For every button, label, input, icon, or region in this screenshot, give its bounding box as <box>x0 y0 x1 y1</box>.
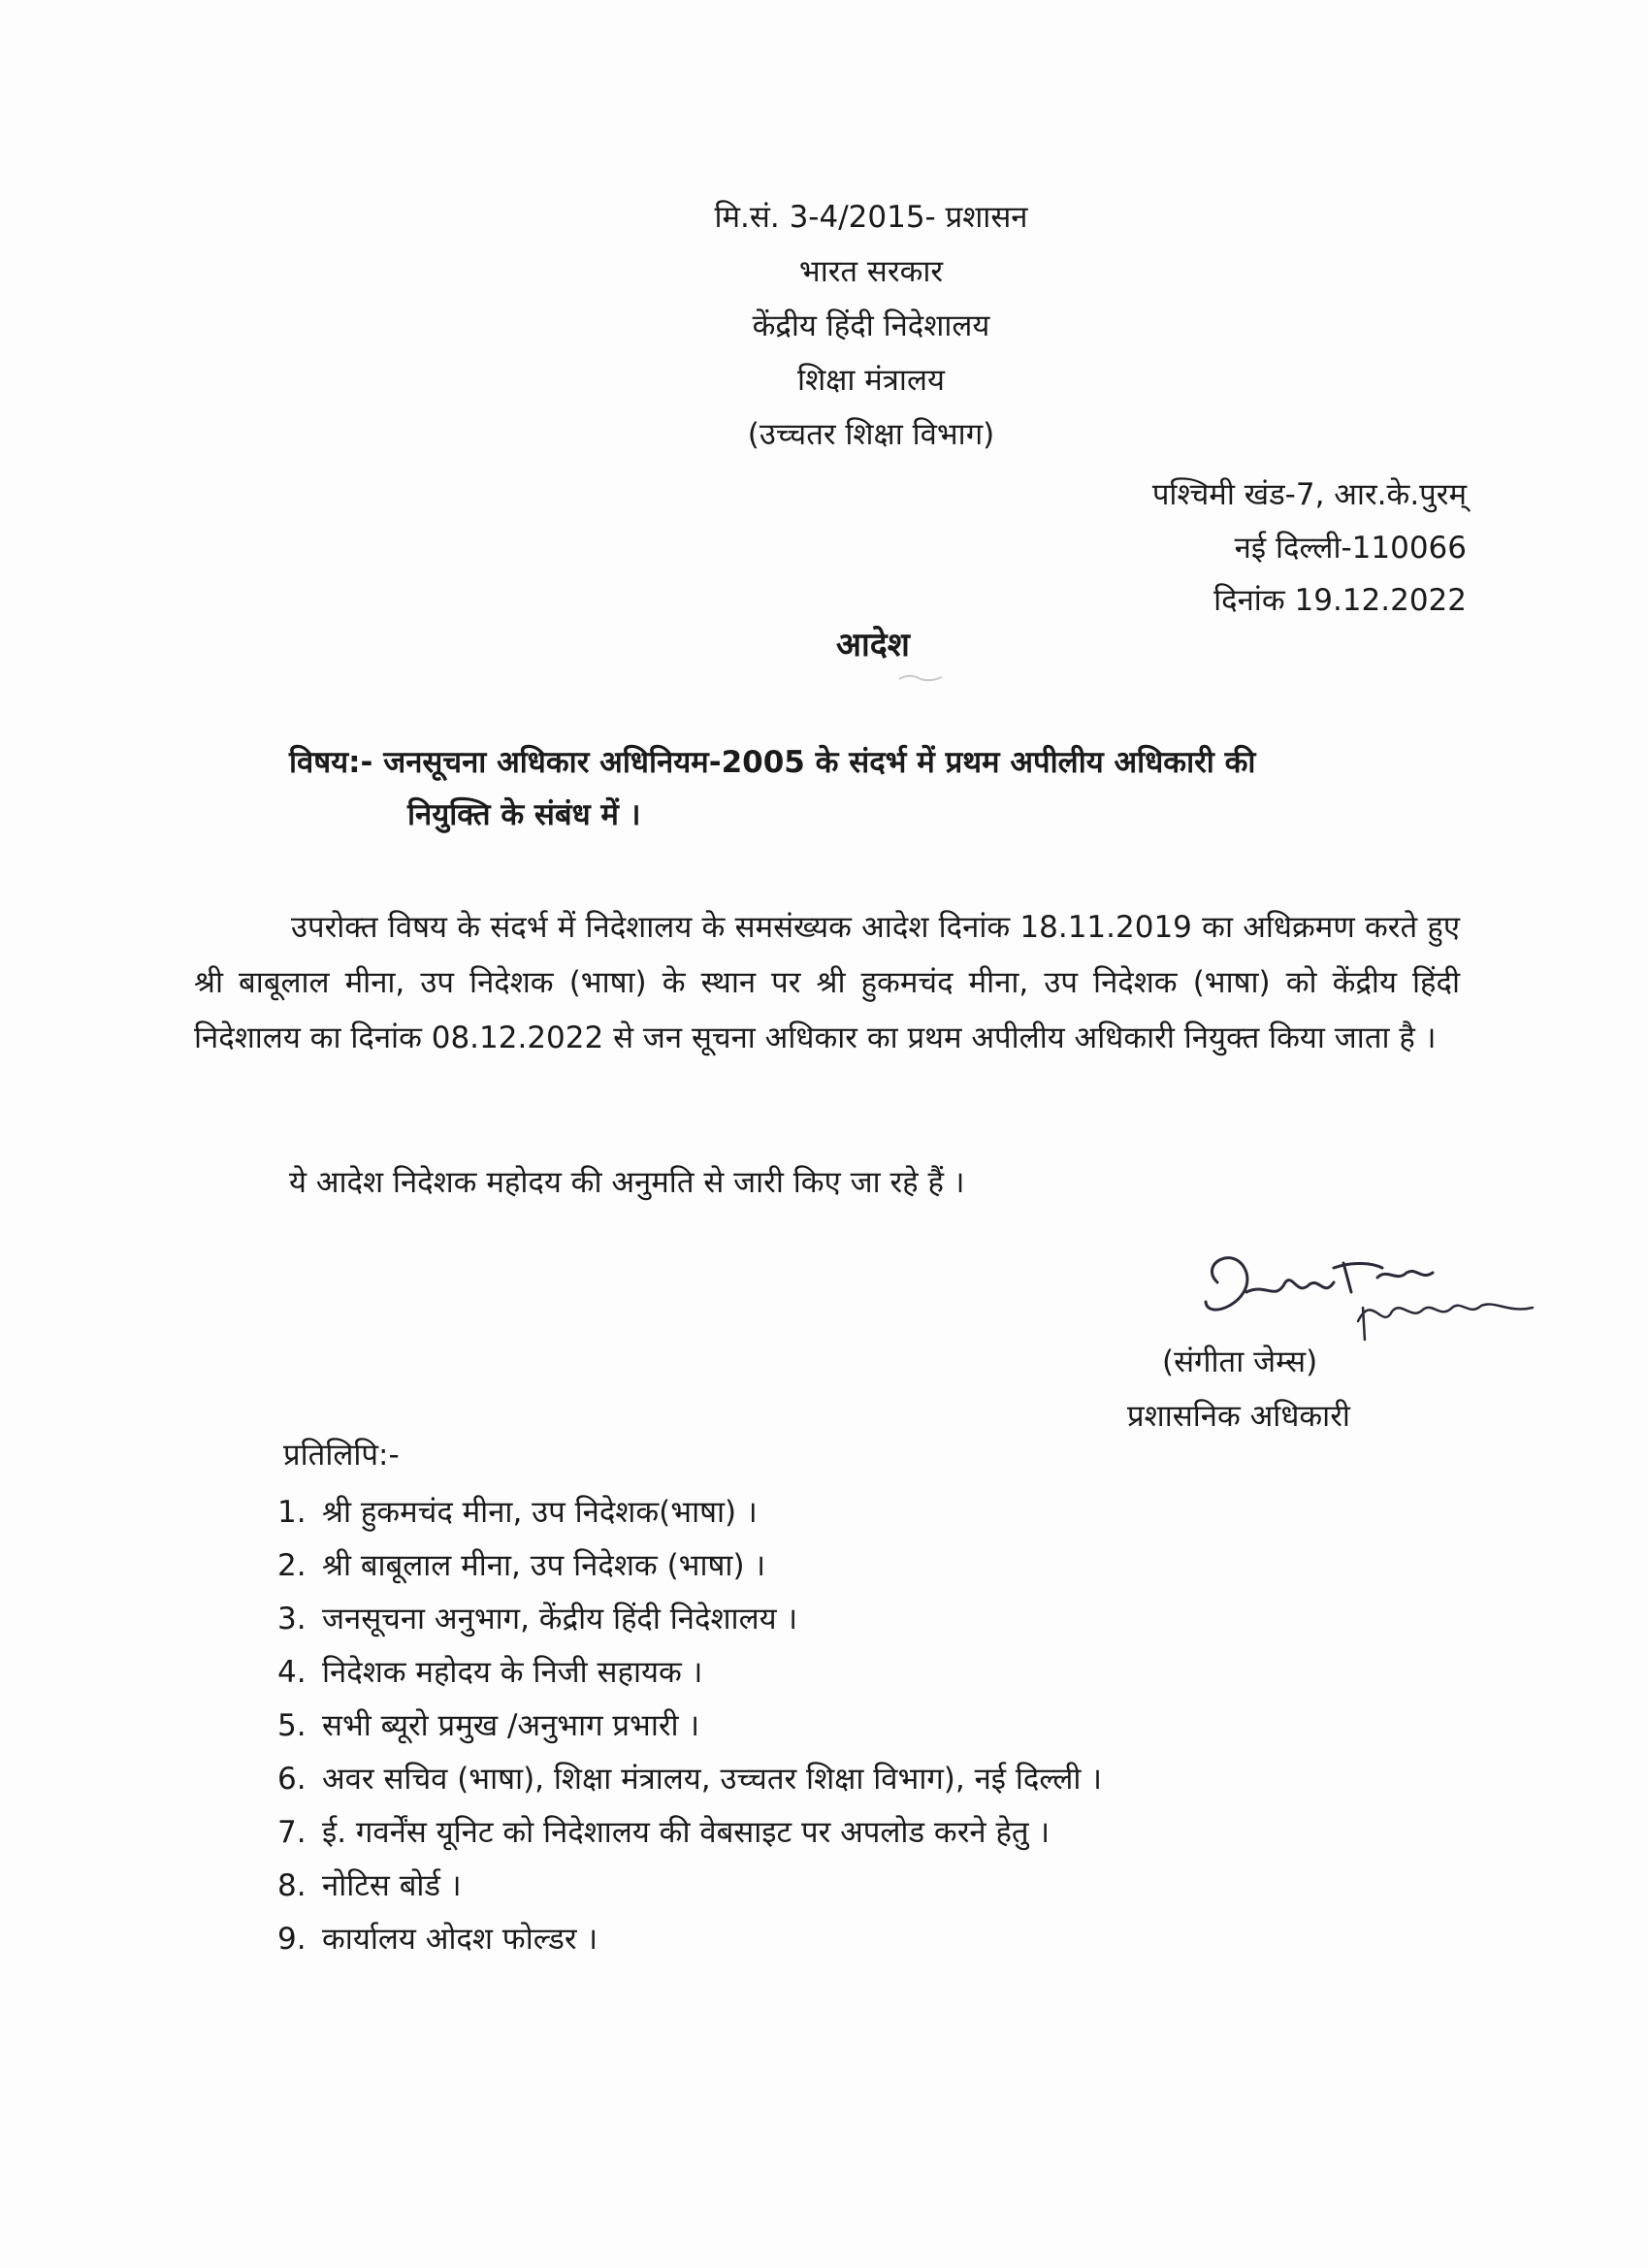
list-item <box>277 1809 1102 1863</box>
list-item-text: श्री बाबूलाल मीना, उप निदेशक (भाषा) । <box>322 1548 766 1583</box>
list-item-number: 2. <box>277 1548 307 1583</box>
list-item-number: 4. <box>277 1655 307 1690</box>
list-item-number: 1. <box>277 1495 307 1530</box>
list-item <box>277 1596 1102 1649</box>
list-item <box>277 1916 1102 1969</box>
list-item <box>277 1649 1102 1702</box>
list-item <box>277 1489 1102 1542</box>
order-date: दिनांक 19.12.2022 <box>1213 583 1467 618</box>
faint-stamp-mark <box>897 669 946 687</box>
list-item <box>277 1756 1102 1809</box>
list-item <box>277 1702 1102 1756</box>
list-item-text: कार्यालय ओदश फोल्डर । <box>322 1922 598 1957</box>
body-paragraph-1: उपरोक्त विषय के संदर्भ में निदेशालय के समसंख्यक आदेश दिनांक 18.11.2019 का अधिक्रमण करते हुए श्री बाबूलाल मीना, उप निदेशक (भाषा) के स्थान पर श्री हुकमचंद मीना, उप निदेशक (भाषा) को केंद्रीय हिंदी निदेशालय का दिनांक 08.12.2022 से जन सूचना अधिकार का प्रथम अपीलीय अधिकारी नियुक्त किया जाता है । <box>194 910 1460 1055</box>
ministry-name: शिक्षा मंत्रालय <box>797 363 945 398</box>
list-item-text: सभी ब्यूरो प्रमुख /अनुभाग प्रभारी । <box>322 1708 700 1743</box>
copy-to-label: प्रतिलिपि:- <box>283 1438 400 1473</box>
body-paragraph-2: ये आदेश निदेशक महोदय की अनुमति से जारी किए जा रहे हैं । <box>289 1165 965 1200</box>
list-item <box>277 1542 1102 1596</box>
subject-line-1: विषय:- जनसूचना अधिकार अधिनियम-2005 के संदर्भ में प्रथम अपीलीय अधिकारी की <box>289 745 1256 780</box>
address-line-2: नई दिल्ली-110066 <box>1234 531 1467 566</box>
list-item-number: 7. <box>277 1815 307 1850</box>
list-item-text: श्री हुकमचंद मीना, उप निदेशक(भाषा) । <box>322 1495 758 1530</box>
list-item-number: 8. <box>277 1868 307 1903</box>
file-number: मि.सं. 3-4/2015- प्रशासन <box>714 200 1028 235</box>
list-item-text: अवर सचिव (भाषा), शिक्षा मंत्रालय, उच्चतर शिक्षा विभाग), नई दिल्ली । <box>322 1762 1103 1797</box>
list-item-text: जनसूचना अनुभाग, केंद्रीय हिंदी निदेशालय । <box>322 1602 798 1636</box>
signatory-name: (संगीता जेम्स) <box>1162 1345 1318 1379</box>
government-name: भारत सरकार <box>798 254 944 289</box>
copy-to-list <box>277 1489 1102 1969</box>
directorate-name: केंद्रीय हिंदी निदेशालय <box>752 308 990 343</box>
list-item-number: 5. <box>277 1708 307 1743</box>
address-line-1: पश्चिमी खंड-7, आर.के.पुरम् <box>1151 477 1467 512</box>
list-item-number: 3. <box>277 1602 307 1636</box>
order-title: आदेश <box>836 626 910 664</box>
handwritten-signature <box>1179 1224 1547 1360</box>
signatory-designation: प्रशासनिक अधिकारी <box>1127 1399 1350 1434</box>
list-item-number: 9. <box>277 1922 307 1957</box>
list-item-text: ई. गवर्नेंस यूनिट को निदेशालय की वेबसाइट पर अपलोड करने हेतु । <box>322 1815 1051 1850</box>
department-name: (उच्चतर शिक्षा विभाग) <box>747 417 995 452</box>
subject-line-2: नियुक्ति के संबंध में । <box>407 797 641 832</box>
list-item-number: 6. <box>277 1762 307 1797</box>
list-item-text: निदेशक महोदय के निजी सहायक । <box>322 1655 703 1690</box>
list-item <box>277 1863 1102 1916</box>
list-item-text: नोटिस बोर्ड । <box>322 1868 462 1903</box>
